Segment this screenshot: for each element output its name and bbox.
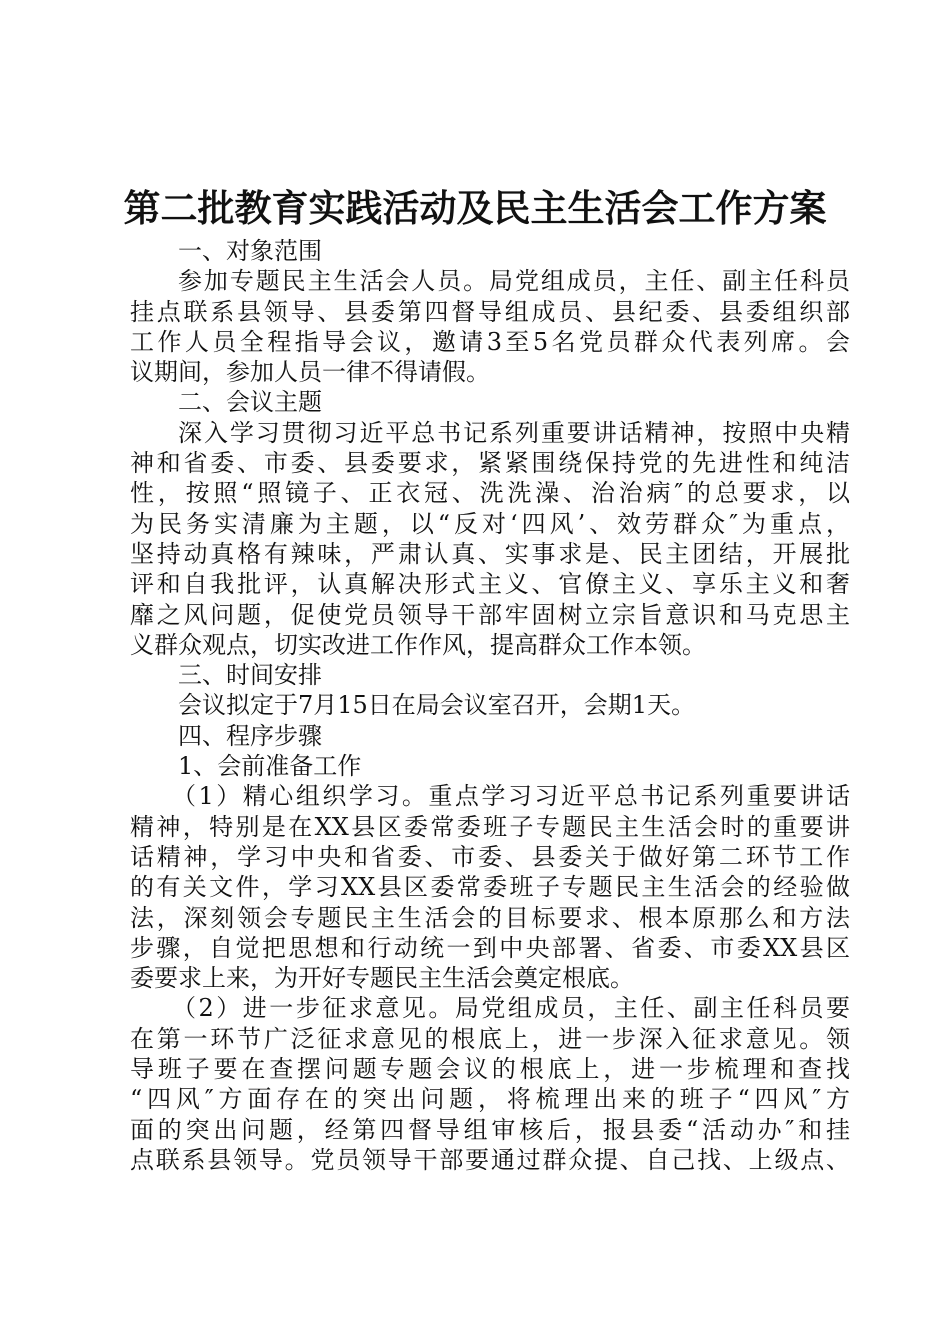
text-line: 精神，特别是在XX县区委常委班子专题民主生活会时的重要讲 xyxy=(130,812,850,841)
text-line: 委要求上来，为开好专题民主生活会奠定根底。 xyxy=(130,964,634,993)
text-line: 坚持动真格有辣味，严肃认真、实事求是、民主团结，开展批 xyxy=(130,539,850,568)
text-line: 评和自我批评，认真解决形式主义、官僚主义、享乐主义和奢 xyxy=(130,570,850,599)
text-line: 义群众观点，切实改进工作作风，提高群众工作本领。 xyxy=(130,630,706,659)
text-line: 三、时间安排 xyxy=(178,661,322,690)
document-body xyxy=(130,236,850,1175)
text-line: 深入学习贯彻习近平总书记系列重要讲话精神，按照中央精 xyxy=(178,418,850,447)
text-line: 1、会前准备工作 xyxy=(178,752,362,781)
document-title: 第二批教育实践活动及民主生活会工作方案 xyxy=(123,186,827,230)
text-line: 步骤，自觉把思想和行动统一到中央部署、省委、市委XX县区 xyxy=(130,933,850,962)
text-line: 一、对象范围 xyxy=(178,237,322,265)
text-line: 话精神，学习中央和省委、市委、县委关于做好第二环节工作 xyxy=(130,842,850,871)
text-line: 为民务实清廉为主题，以“反对‘四风’、效劳群众″为重点， xyxy=(130,509,850,538)
text-line: 会议拟定于7月15日在局会议室召开，会期1天。 xyxy=(178,691,696,720)
text-line: 议期间，参加人员一律不得请假。 xyxy=(130,358,490,387)
text-line: 工作人员全程指导会议，邀请3至5名党员群众代表列席。会 xyxy=(130,327,850,356)
text-line: 参加专题民主生活会人员。局党组成员，主任、副主任科员 xyxy=(178,267,850,296)
text-line: （2）进一步征求意见。局党组成员，主任、副主任科员要 xyxy=(172,994,850,1023)
text-line: 挂点联系县领导、县委第四督导组成员、县纪委、县委组织部 xyxy=(130,297,850,326)
text-line: 神和省委、市委、县委要求，紧紧围绕保持党的先进性和纯洁 xyxy=(130,449,850,478)
text-line: 二、会议主题 xyxy=(178,388,322,417)
text-line: 在第一环节广泛征求意见的根底上，进一步深入征求意见。领 xyxy=(130,1024,850,1053)
text-line: 点联系县领导。党员领导干部要通过群众提、自己找、上级点、 xyxy=(130,1145,850,1174)
text-line: 的有关文件，学习XX县区委常委班子专题民主生活会的经验做 xyxy=(130,873,850,902)
text-line: 导班子要在查摆问题专题会议的根底上，进一步梳理和查找 xyxy=(130,1055,850,1084)
text-line: 面的突出问题，经第四督导组审核后，报县委“活动办″和挂 xyxy=(130,1115,850,1144)
text-line: “四风″方面存在的突出问题，将梳理出来的班子“四风″方 xyxy=(130,1085,850,1114)
text-line: 法，深刻领会专题民主生活会的目标要求、根本原那么和方法 xyxy=(130,903,850,932)
text-line: （1）精心组织学习。重点学习习近平总书记系列重要讲话 xyxy=(172,782,850,811)
text-line: 性，按照“照镜子、正衣冠、洗洗澡、治治病″的总要求，以 xyxy=(130,479,850,508)
text-line: 靡之风问题，促使党员领导干部牢固树立宗旨意识和马克思主 xyxy=(130,600,850,629)
text-line: 四、程序步骤 xyxy=(178,721,322,750)
